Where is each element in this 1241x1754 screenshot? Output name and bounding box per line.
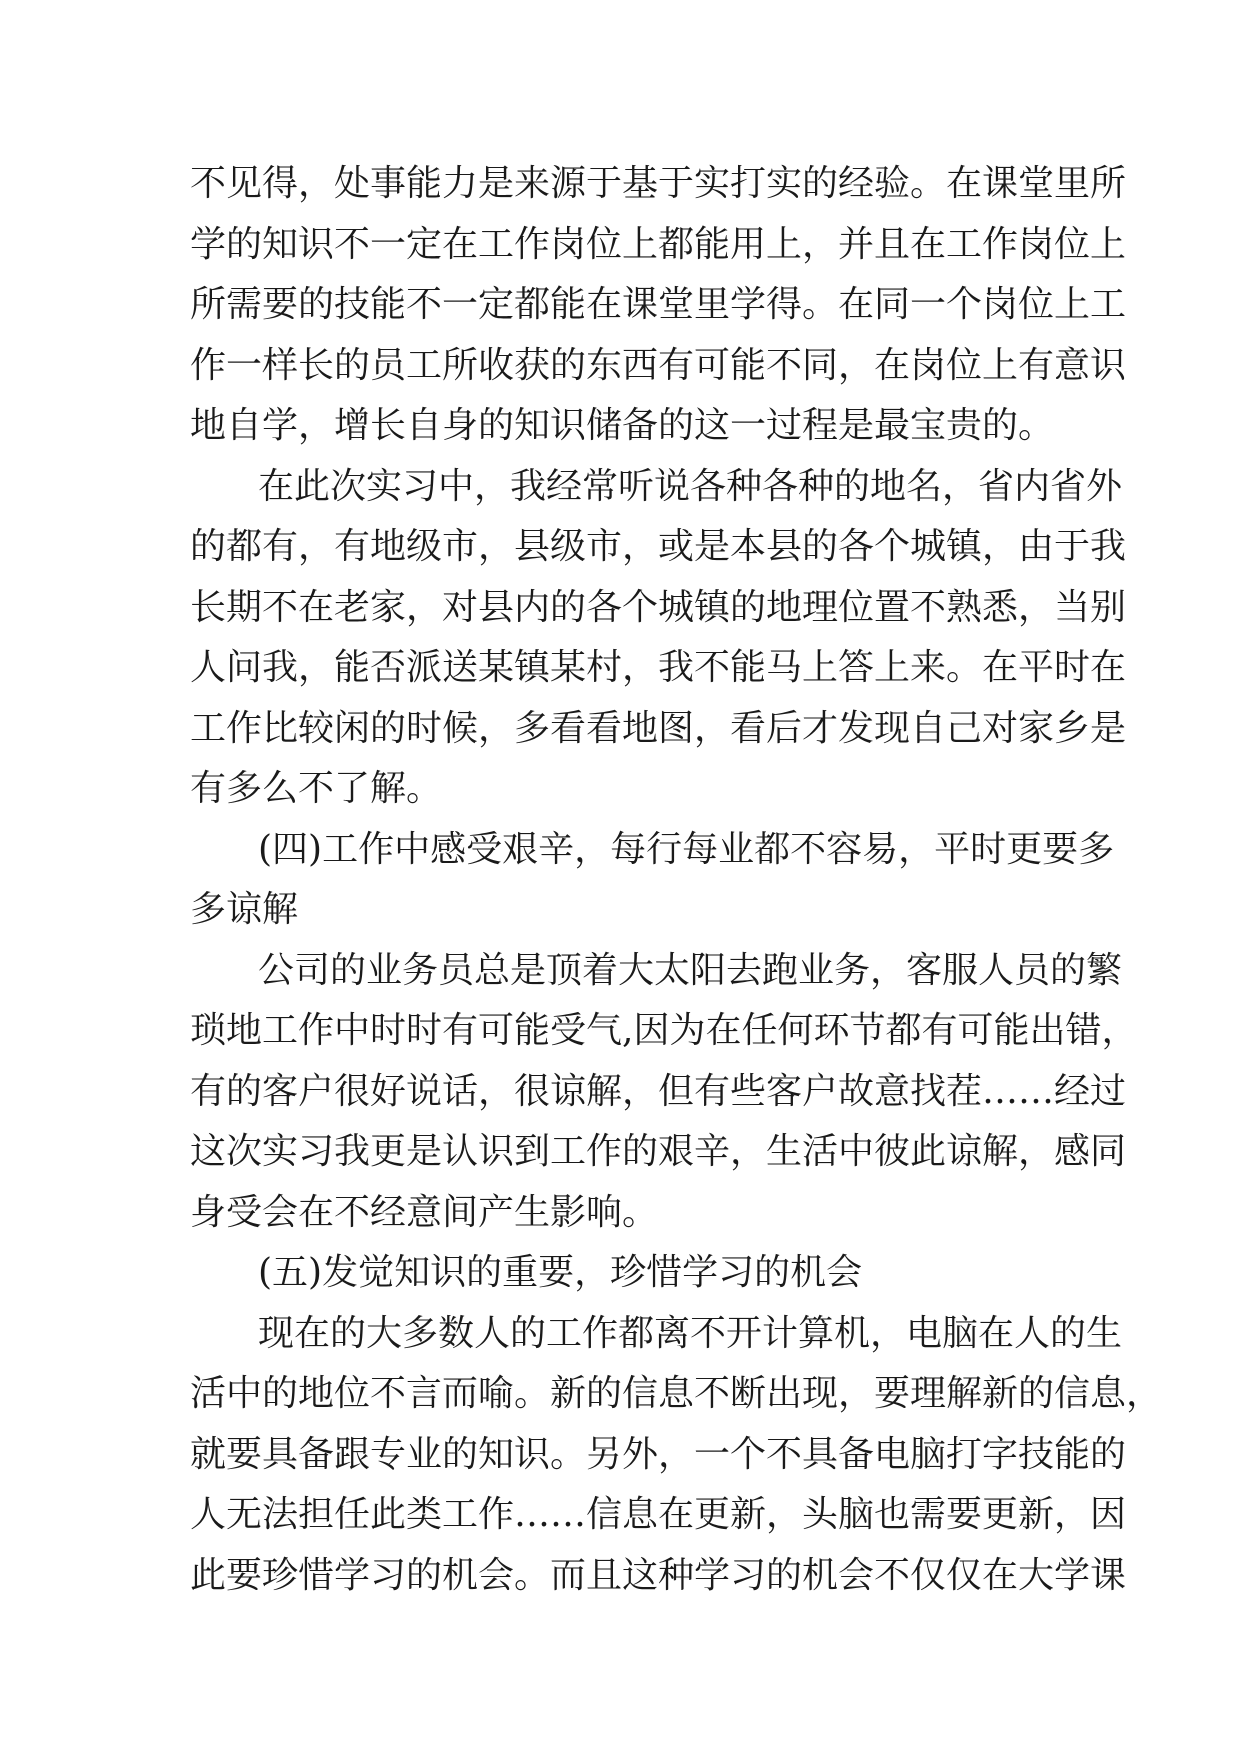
text-line: 公司的业务员总是顶着大太阳去跑业务，客服人员的繁 bbox=[258, 949, 1123, 991]
text-line: 工作比较闲的时候，多看看地图，看后才发现自己对家乡是 bbox=[190, 707, 1127, 749]
text-line: 学的知识不一定在工作岗位上都能用上，并且在工作岗位上 bbox=[190, 223, 1127, 265]
text-line: 现在的大多数人的工作都离不开计算机，电脑在人的生 bbox=[258, 1312, 1123, 1354]
text-line: 琐地工作中时时有可能受气,因为在任何环节都有可能出错， bbox=[190, 1010, 1138, 1051]
section-heading-line: 多谅解 bbox=[190, 889, 299, 930]
body-text bbox=[190, 154, 1163, 1606]
text-line: 的都有，有地级市，县级市，或是本县的各个城镇，由于我 bbox=[190, 526, 1127, 567]
text-line: 这次实习我更是认识到工作的艰辛，生活中彼此谅解，感同 bbox=[190, 1131, 1127, 1172]
section-heading-line: (五)发觉知识的重要，珍惜学习的机会 bbox=[258, 1252, 863, 1293]
text-line: 就要具备跟专业的知识。另外，一个不具备电脑打字技能的 bbox=[190, 1433, 1127, 1475]
text-line: 人无法担任此类工作……信息在更新，头脑也需要更新，因 bbox=[190, 1494, 1127, 1535]
section-heading-line: (四)工作中感受艰辛，每行每业都不容易，平时更要多 bbox=[258, 828, 1115, 870]
text-line: 人问我，能否派送某镇某村，我不能马上答上来。在平时在 bbox=[190, 647, 1127, 688]
text-line: 有多么不了解。 bbox=[190, 768, 443, 809]
text-line: 在此次实习中，我经常听说各种各种的地名，省内省外 bbox=[258, 465, 1123, 507]
text-line: 地自学，增长自身的知识储备的这一过程是最宝贵的。 bbox=[190, 405, 1055, 446]
text-line: 所需要的技能不一定都能在课堂里学得。在同一个岗位上工 bbox=[190, 284, 1127, 325]
text-line: 身受会在不经意间产生影响。 bbox=[190, 1191, 659, 1233]
text-line: 作一样长的员工所收获的东西有可能不同，在岗位上有意识 bbox=[190, 344, 1127, 386]
text-line: 活中的地位不言而喻。新的信息不断出现，要理解新的信息， bbox=[190, 1373, 1163, 1414]
text-line: 有的客户很好说话，很谅解，但有些客户故意找茬……经过 bbox=[190, 1070, 1127, 1112]
text-line: 长期不在老家，对县内的各个城镇的地理位置不熟悉，当别 bbox=[190, 586, 1127, 628]
text-line: 不见得，处事能力是来源于基于实打实的经验。在课堂里所 bbox=[190, 163, 1127, 204]
text-line: 此要珍惜学习的机会。而且这种学习的机会不仅仅在大学课 bbox=[190, 1554, 1127, 1596]
